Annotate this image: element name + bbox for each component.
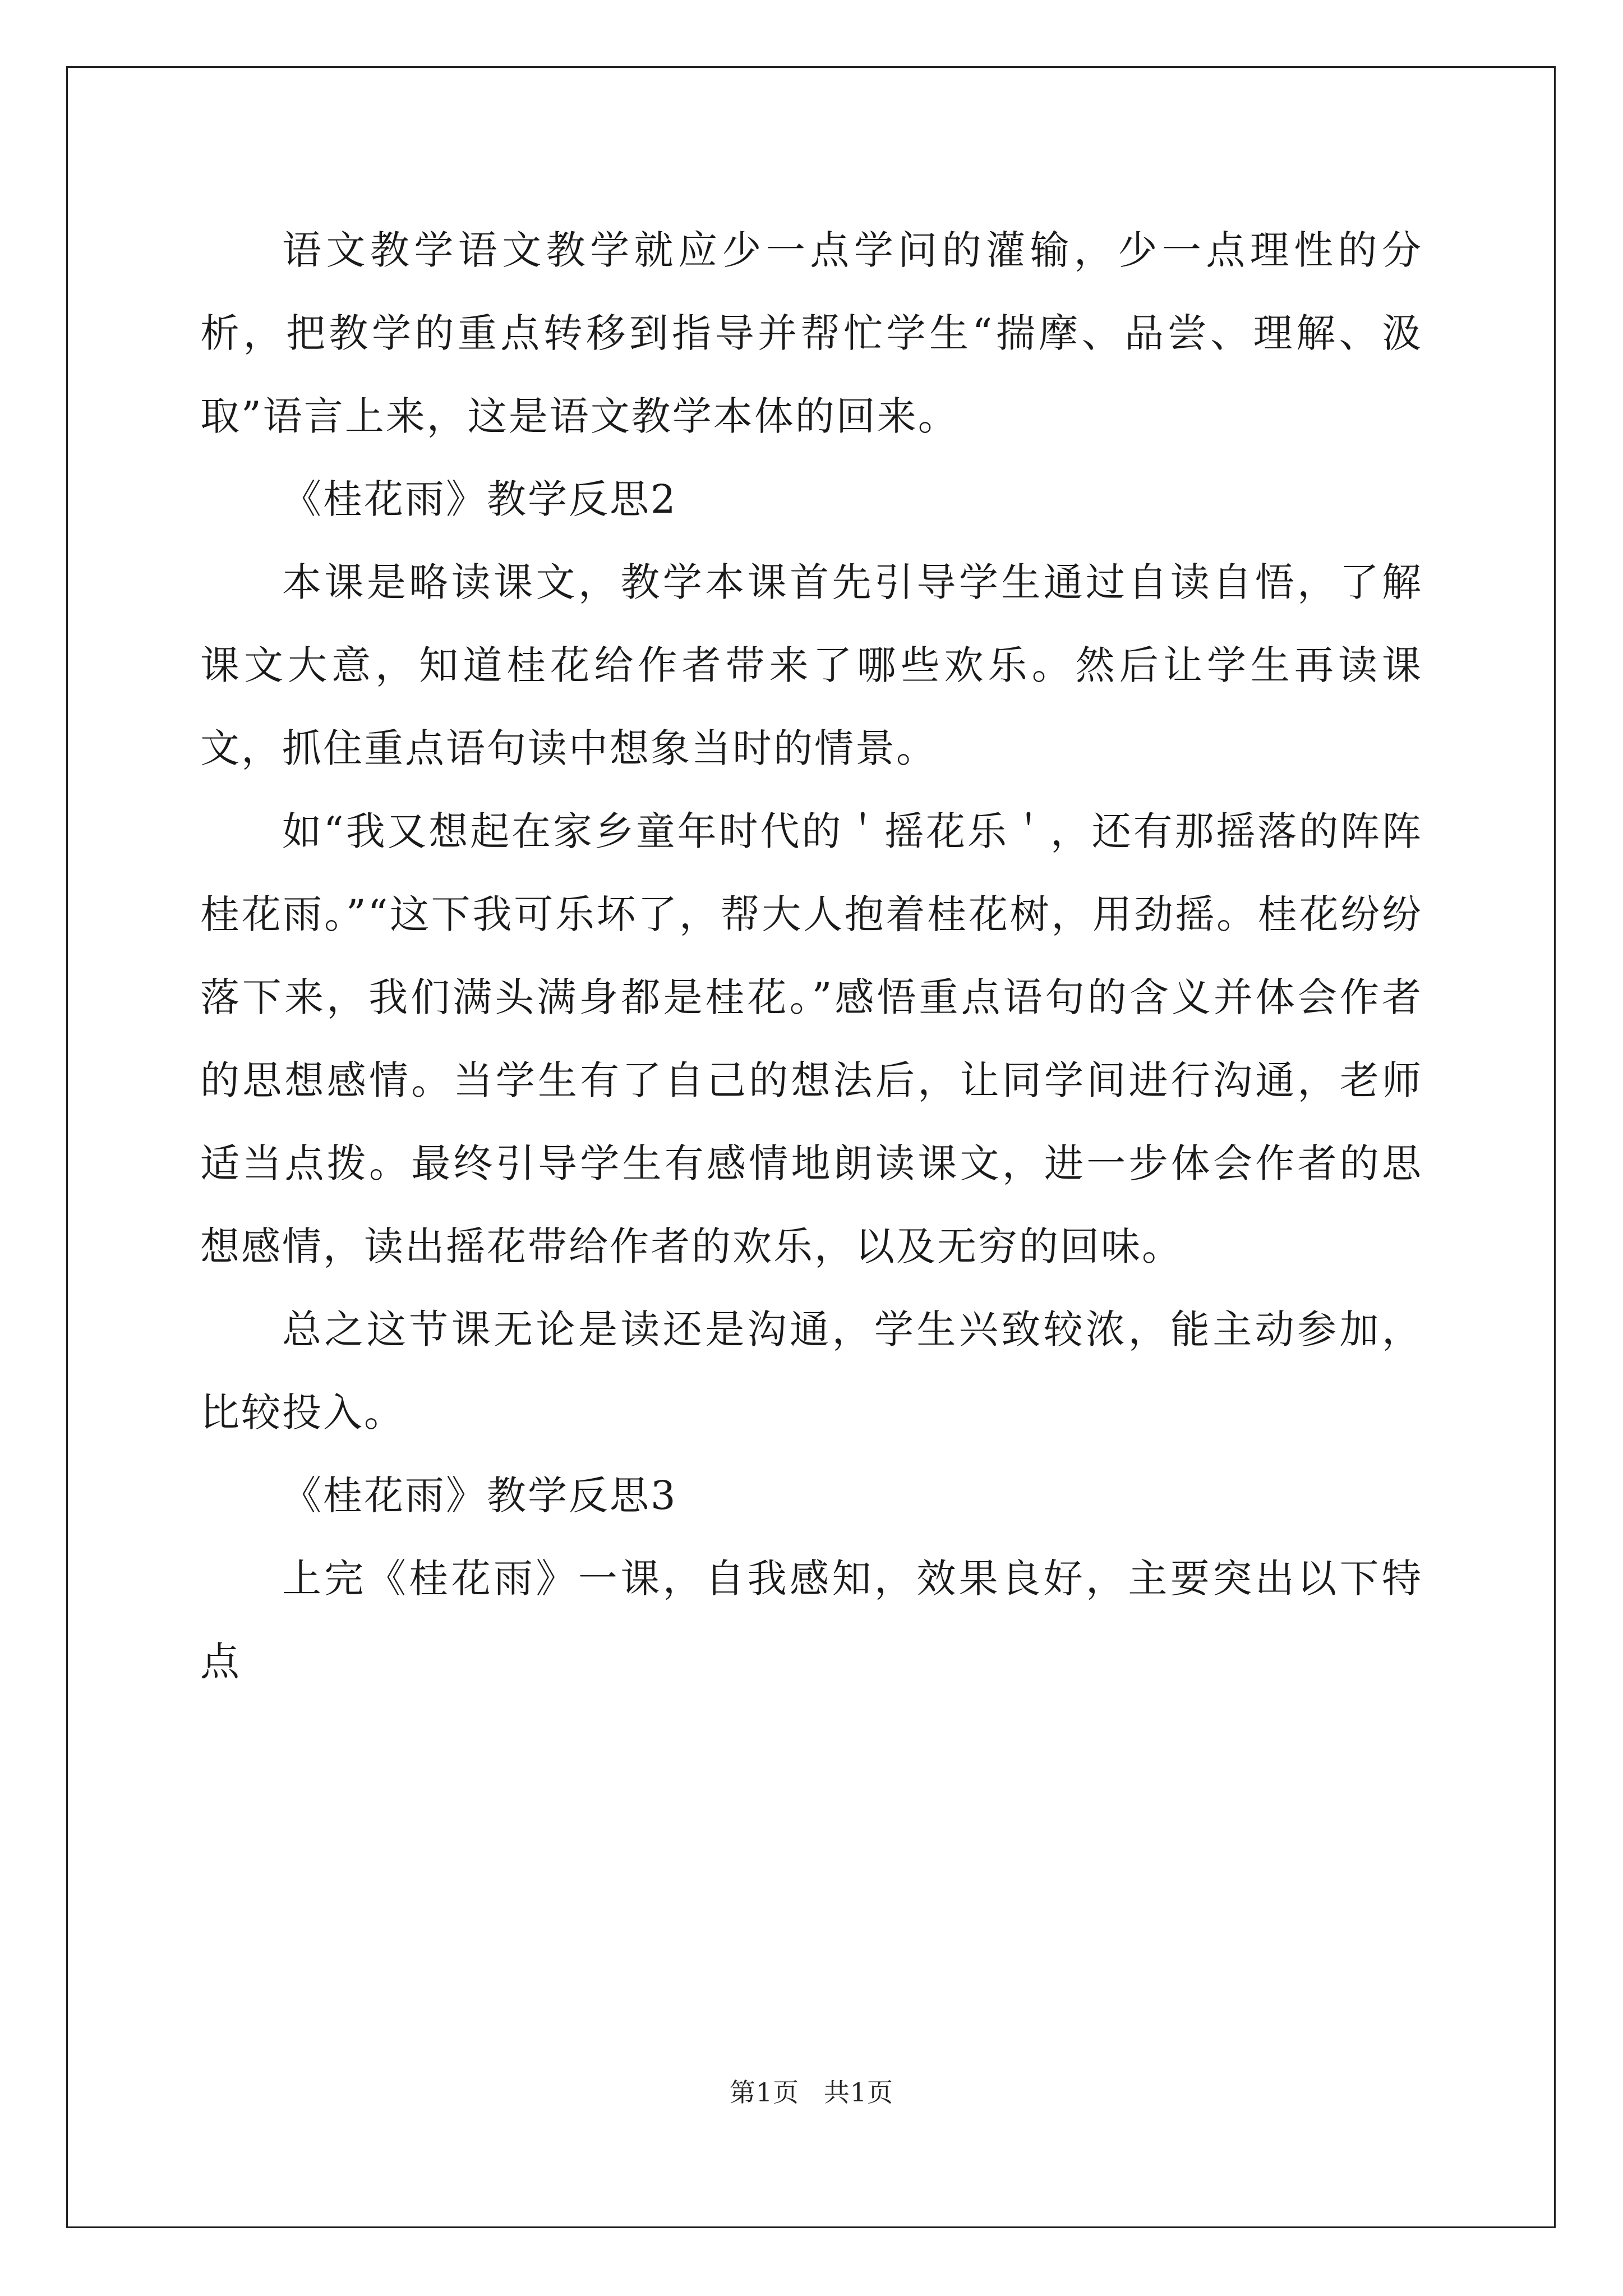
page-total: 共1页	[823, 2077, 894, 2108]
paragraph-example: 如“我又想起在家乡童年时代的＇摇花乐＇，还有那摇落的阵阵桂花雨。”“这下我可乐坏了，帮大人抱着桂花树，用劲摇。桂花纷纷落下来，我们满头满身都是桂花。”感悟重点语句的含义并体会作者的思想感情。当学生有了自己的想法后，让同学间进行沟通，老师适当点拨。最终引导学生有感情地朗读课文，进一步体会作者的思想感情，读出摇花带给作者的欢乐，以及无穷的回味。	[200, 808, 1423, 1269]
paragraph-intro: 语文教学语文教学就应少一点学问的灌输，少一点理性的分析，把教学的重点转移到指导并帮忙学生“揣摩、品尝、理解、汲取”语言上来，这是语文教学本体的回来。	[200, 227, 1423, 439]
page-footer	[0, 2076, 1623, 2109]
section-heading-2: 《桂花雨》教学反思2	[282, 476, 677, 522]
paragraph-summary: 总之这节课无论是读还是沟通，学生兴致较浓，能主动参加，比较投入。	[200, 1306, 1423, 1435]
paragraph-overview: 本课是略读课文，教学本课首先引导学生通过自读自悟，了解课文大意，知道桂花给作者带来了哪些欢乐。然后让学生再读课文，抓住重点语句读中想象当时的情景。	[200, 559, 1423, 771]
page-number: 第1页	[729, 2077, 800, 2108]
section-heading-3: 《桂花雨》教学反思3	[282, 1473, 677, 1519]
document-body	[200, 209, 1423, 1703]
paragraph-final: 上完《桂花雨》一课，自我感知，效果良好，主要突出以下特点	[200, 1556, 1423, 1685]
